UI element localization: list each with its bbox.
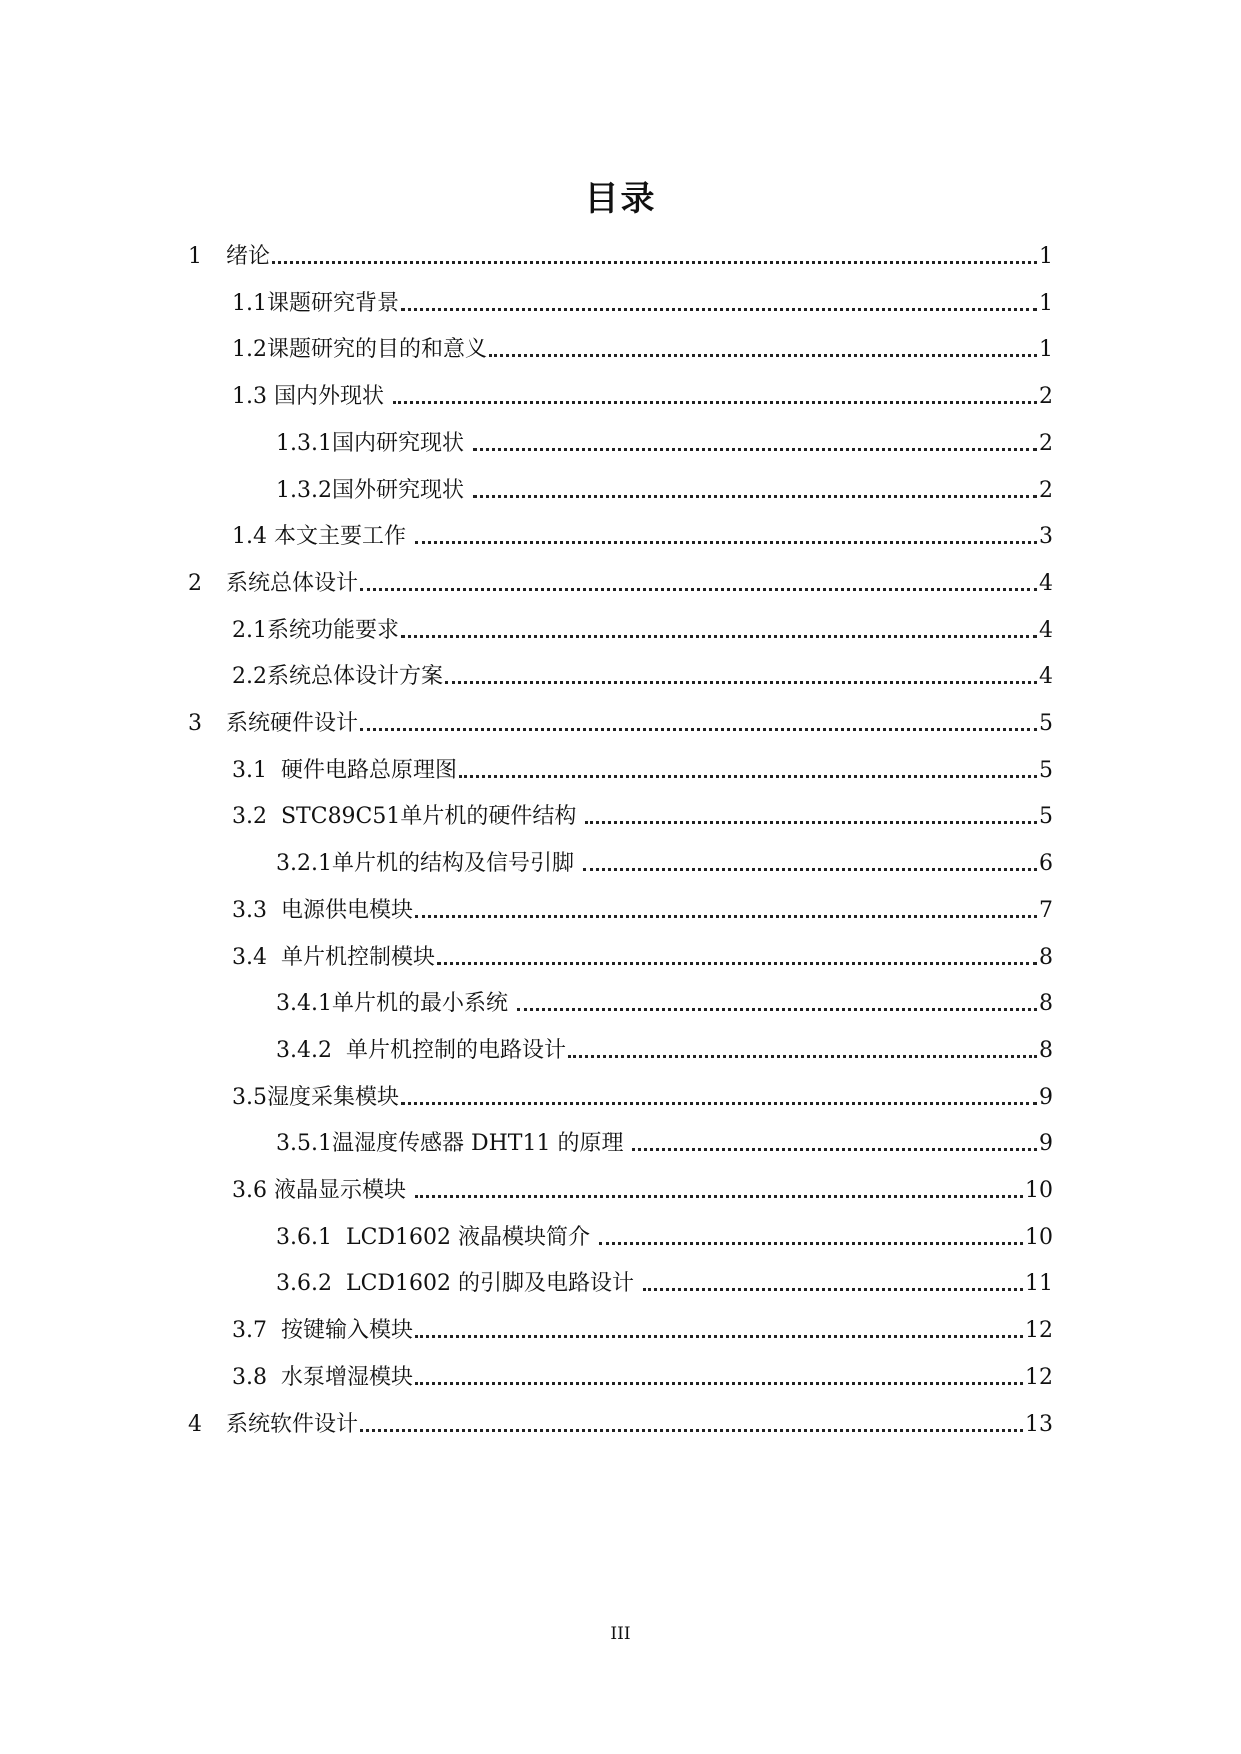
toc-entry-page-number: 1 <box>1039 291 1053 316</box>
toc-entry-title: 系统功能要求 <box>267 618 400 643</box>
toc-entry[interactable] <box>232 658 1053 692</box>
toc-entry[interactable] <box>232 798 1053 832</box>
toc-entry-number: 1.2 <box>232 337 267 362</box>
toc-entry-page-number: 6 <box>1039 851 1053 876</box>
toc-entry[interactable] <box>276 1125 1053 1159</box>
toc-entry-page-number: 8 <box>1039 991 1053 1016</box>
toc-entry-title: 硬件电路总原理图 <box>267 758 457 783</box>
toc-entry-page-number: 12 <box>1025 1318 1053 1343</box>
toc-entry-title: 按键输入模块 <box>267 1318 413 1343</box>
toc-entry-page-number: 4 <box>1039 664 1053 689</box>
toc-entry-title: 国内研究现状 <box>331 431 471 456</box>
toc-entry-title: 系统总体设计 <box>226 571 359 596</box>
toc-entry-page-number: 5 <box>1039 804 1053 829</box>
toc-entry-number: 1 <box>188 244 202 269</box>
toc-entry-number: 3.2 <box>232 804 267 829</box>
toc-entry-page-number: 2 <box>1039 384 1053 409</box>
dot-leader <box>415 915 1037 918</box>
toc-entry-page-number: 9 <box>1039 1085 1053 1110</box>
toc-entry[interactable] <box>188 238 1053 272</box>
toc-entry-page-number: 4 <box>1039 571 1053 596</box>
dot-leader <box>415 1195 1023 1198</box>
toc-entry[interactable] <box>232 331 1053 365</box>
dot-leader <box>360 728 1037 731</box>
toc-entry-number: 1.3.1 <box>276 431 332 456</box>
toc-entry[interactable] <box>232 1079 1053 1113</box>
toc-entry-page-number: 9 <box>1039 1131 1053 1156</box>
toc-entry-title: 国内外现状 <box>267 384 391 409</box>
toc-entry-number: 1.3 <box>232 384 267 409</box>
toc-entry-title: 温湿度传感器 DHT11 的原理 <box>331 1131 631 1156</box>
toc-entry-title: LCD1602 的引脚及电路设计 <box>331 1271 642 1296</box>
dot-leader <box>599 1242 1023 1245</box>
dot-leader <box>393 401 1037 404</box>
toc-entry-number: 2.1 <box>232 618 267 643</box>
toc-entry-page-number: 11 <box>1025 1271 1053 1296</box>
toc-entry-page-number: 3 <box>1039 524 1053 549</box>
toc-entry-page-number: 8 <box>1039 945 1053 970</box>
toc-entry-page-number: 5 <box>1039 758 1053 783</box>
toc-entry[interactable] <box>232 752 1053 786</box>
toc-entry-title: 单片机控制的电路设计 <box>331 1038 566 1063</box>
toc-entry[interactable] <box>276 1219 1053 1253</box>
toc-entry-title: 国外研究现状 <box>331 478 471 503</box>
toc-entry[interactable] <box>276 1032 1053 1066</box>
dot-leader <box>272 261 1037 264</box>
toc-entry-number: 3.4.2 <box>276 1038 332 1063</box>
toc-entry[interactable] <box>276 425 1053 459</box>
toc-entry-page-number: 4 <box>1039 618 1053 643</box>
dot-leader <box>445 681 1037 684</box>
toc-entry-title: 本文主要工作 <box>267 524 413 549</box>
toc-entry-number: 3.5 <box>232 1085 267 1110</box>
toc-entry-title: 单片机的最小系统 <box>331 991 515 1016</box>
dot-leader <box>415 1335 1023 1338</box>
dot-leader <box>489 354 1037 357</box>
dot-leader <box>401 635 1037 638</box>
dot-leader <box>473 495 1037 498</box>
toc-entry-page-number: 12 <box>1025 1365 1053 1390</box>
dot-leader <box>415 541 1037 544</box>
toc-entry-title: 系统软件设计 <box>226 1412 359 1437</box>
toc-entry[interactable] <box>232 1172 1053 1206</box>
toc-entry-page-number: 7 <box>1039 898 1053 923</box>
toc-entry[interactable] <box>232 612 1053 646</box>
toc-entry[interactable] <box>232 518 1053 552</box>
toc-entry-number: 3.4.1 <box>276 991 332 1016</box>
toc-entry[interactable] <box>232 1312 1053 1346</box>
toc-entry-number: 3.1 <box>232 758 267 783</box>
toc-entry-page-number: 5 <box>1039 711 1053 736</box>
toc-entry-title: STC89C51单片机的硬件结构 <box>267 804 584 829</box>
toc-entry[interactable] <box>232 1359 1053 1393</box>
toc-entry-number: 3.4 <box>232 945 267 970</box>
toc-entry-title: 单片机控制模块 <box>267 945 435 970</box>
toc-entry-title: 系统总体设计方案 <box>267 664 444 689</box>
toc-entry[interactable] <box>232 892 1053 926</box>
toc-entry-title: 液晶显示模块 <box>267 1178 413 1203</box>
dot-leader <box>473 448 1037 451</box>
toc-entry-number: 2.2 <box>232 664 267 689</box>
toc-entry-page-number: 1 <box>1039 337 1053 362</box>
toc-entry[interactable] <box>276 845 1053 879</box>
toc-entry-number: 3.6.1 <box>276 1225 332 1250</box>
toc-entry-page-number: 8 <box>1039 1038 1053 1063</box>
dot-leader <box>568 1055 1037 1058</box>
toc-entry-number: 3.7 <box>232 1318 267 1343</box>
toc-entry-title: 水泵增湿模块 <box>267 1365 413 1390</box>
dot-leader <box>401 1102 1037 1105</box>
dot-leader <box>585 821 1037 824</box>
dot-leader <box>632 1148 1037 1151</box>
toc-entry-number: 1.1 <box>232 291 267 316</box>
toc-entry-number: 3.2.1 <box>276 851 332 876</box>
footer-page-number: III <box>610 1624 631 1644</box>
toc-entry-number: 3.6.2 <box>276 1271 332 1296</box>
toc-entry-title: 课题研究背景 <box>267 291 400 316</box>
toc-entry-number: 2 <box>188 571 202 596</box>
toc-entry-number: 3 <box>188 711 202 736</box>
toc-entry-page-number: 10 <box>1025 1225 1053 1250</box>
toc-entry[interactable] <box>188 705 1053 739</box>
toc-entry[interactable] <box>276 1265 1053 1299</box>
dot-leader <box>360 588 1037 591</box>
dot-leader <box>459 775 1037 778</box>
dot-leader <box>401 308 1037 311</box>
toc-entry-title: 系统硬件设计 <box>226 711 359 736</box>
toc-entry[interactable] <box>276 985 1053 1019</box>
toc-entry[interactable] <box>232 378 1053 412</box>
toc-entry[interactable] <box>276 472 1053 506</box>
page-title: 目录 <box>584 179 657 219</box>
toc-entry-number: 3.6 <box>232 1178 267 1203</box>
toc-entry-page-number: 10 <box>1025 1178 1053 1203</box>
toc-entry-title: LCD1602 液晶模块简介 <box>331 1225 598 1250</box>
toc-entry-number: 3.3 <box>232 898 267 923</box>
toc-entry-number: 1.4 <box>232 524 267 549</box>
dot-leader <box>415 1382 1023 1385</box>
toc-entry-title: 湿度采集模块 <box>267 1085 400 1110</box>
dot-leader <box>360 1429 1023 1432</box>
dot-leader <box>437 962 1037 965</box>
toc-entry-number: 3.8 <box>232 1365 267 1390</box>
toc-entry[interactable] <box>232 285 1053 319</box>
toc-entry-number: 1.3.2 <box>276 478 332 503</box>
toc-entry-number: 4 <box>188 1412 202 1437</box>
toc-entry-title: 课题研究的目的和意义 <box>267 337 488 362</box>
toc-entry[interactable] <box>232 939 1053 973</box>
toc-entry-title: 绪论 <box>226 244 271 269</box>
toc-entry-title: 电源供电模块 <box>267 898 413 923</box>
toc-entry[interactable] <box>188 565 1053 599</box>
toc-entry-number: 3.5.1 <box>276 1131 332 1156</box>
toc-entry-page-number: 13 <box>1025 1412 1053 1437</box>
toc-entry[interactable] <box>188 1406 1053 1440</box>
toc-entry-page-number: 2 <box>1039 431 1053 456</box>
toc-entry-page-number: 2 <box>1039 478 1053 503</box>
toc-entry-title: 单片机的结构及信号引脚 <box>331 851 581 876</box>
toc-entry-page-number: 1 <box>1039 244 1053 269</box>
dot-leader <box>583 868 1037 871</box>
dot-leader <box>517 1008 1037 1011</box>
dot-leader <box>643 1288 1023 1291</box>
